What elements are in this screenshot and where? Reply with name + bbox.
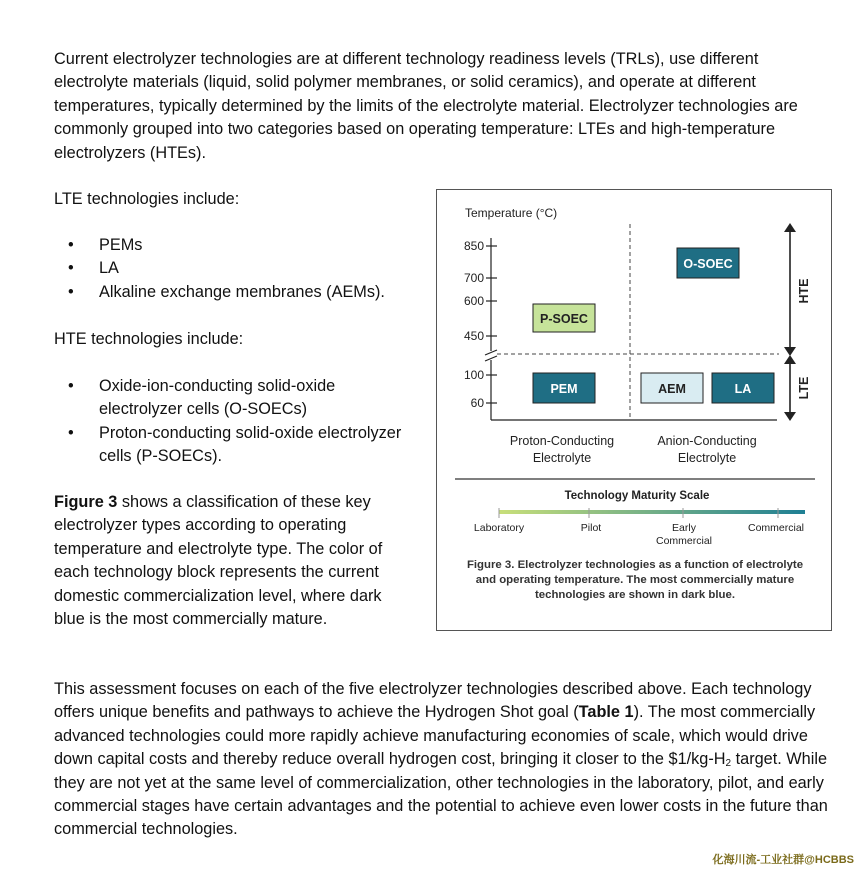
lte-arrow-head-top: [784, 355, 796, 364]
maturity-scale-title: Technology Maturity Scale: [564, 490, 710, 502]
maturity-scale-bar: [499, 510, 805, 514]
y-tick-label: 60: [470, 396, 484, 410]
hte-arrow-head-bottom: [784, 347, 796, 356]
scale-label-early-line2: Commercial: [655, 535, 713, 547]
scale-label-commercial: Commercial: [747, 522, 805, 534]
y-tick-label: 100: [463, 368, 484, 382]
list-item: [68, 422, 408, 469]
scale-label-pilot: Pilot: [580, 522, 602, 534]
list-item-text: PEMs: [99, 236, 143, 254]
la-label: LA: [734, 382, 752, 396]
hte-region-label: HTE: [797, 278, 811, 304]
lte-region-label: LTE: [797, 376, 811, 400]
scale-label-early-line1: Early: [672, 522, 696, 534]
y-tick-label: 450: [463, 329, 484, 343]
assessment-text-3: target. While they are not yet at the same level of commercialization, other technologies in the laboratory, pilot, and early commercial stages have certain advantages and the potential to achieve even lower costs in the future than commercial technologies.: [54, 750, 828, 839]
bullet: •: [68, 377, 74, 395]
assessment-text-1: This assessment focuses on each of the five electrolyzer technologies described above. Each technology offers unique benefits and pathways to achieve the Hydrogen Shot goal (: [54, 680, 812, 722]
scale-label-laboratory: Laboratory: [473, 522, 525, 534]
figure-description-text: shows a classification of these key electrolyzer types according to operating temperature and electrolyte type. The color of each technology block represents the current domestic commercialization level, where dark blue is the most commercially mature.: [54, 493, 383, 629]
list-item: [68, 257, 385, 280]
figure-reference: Figure 3: [54, 493, 118, 511]
lte-arrow-head-bottom: [784, 412, 796, 421]
assessment-text-2: ). The most commercially advanced technologies could more rapidly achieve manufacturing economies of scale, which would drive down capital costs and thereby reduce overall hydrogen cost, bringing it closer to the $1/kg-H: [54, 703, 816, 769]
lte-list: [68, 234, 385, 304]
subscript-2: 2: [725, 758, 732, 770]
hte-arrow-head-top: [784, 223, 796, 232]
bullet: •: [68, 423, 74, 442]
list-item: [68, 281, 385, 304]
x-category-proton-line1: Proton-Conducting: [509, 434, 615, 448]
y-tick-label: 600: [463, 294, 484, 308]
x-category-proton-line2: Electrolyte: [532, 451, 592, 465]
list-item-text: LA: [99, 259, 119, 278]
figure-description: [54, 491, 414, 631]
x-category-anion-line2: Electrolyte: [677, 451, 737, 465]
y-axis-title: Temperature (°C): [465, 206, 558, 220]
list-item-text: Oxide-ion-conducting solid-oxide electrolyzer cells (O-SOECs): [99, 377, 336, 419]
list-item: [68, 375, 408, 422]
bullet: •: [68, 282, 74, 301]
watermark: 化海川流-工业社群@HCBBS: [712, 854, 854, 866]
figure-caption: Figure 3. Electrolyzer technologies as a function of electrolyte and operating temperature. The most commercially mature technologies are shown in dark blue.: [466, 559, 804, 601]
psoec-label: P-SOEC: [540, 312, 588, 326]
hte-list: [68, 375, 408, 469]
pem-label: PEM: [550, 382, 578, 396]
osoec-label: O-SOEC: [683, 257, 733, 271]
list-item-text: Alkaline exchange membranes (AEMs).: [99, 282, 385, 301]
bullet: •: [68, 259, 74, 278]
bullet: •: [68, 236, 74, 254]
hte-heading: HTE technologies include:: [54, 330, 244, 348]
x-category-anion-line1: Anion-Conducting: [657, 434, 757, 448]
assessment-paragraph: [54, 678, 839, 842]
y-tick-label: 850: [463, 239, 484, 253]
aem-label: AEM: [658, 382, 686, 396]
y-tick-label: 700: [463, 271, 484, 285]
figure-3: [436, 189, 832, 631]
table-reference: Table 1: [578, 703, 634, 722]
list-item: [68, 234, 385, 257]
intro-paragraph: Current electrolyzer technologies are at different technology readiness levels (TRLs), use different electrolyte materials (liquid, solid polymer membranes, or solid ceramics), and operate at different temperatures, typically determined by the limits of the electrolyte material. Electrolyzer technologies are commonly grouped into two categories based on operating temperature: LTEs and high-temperature electrolyzers (HTEs).: [54, 50, 798, 162]
lte-heading: LTE technologies include:: [54, 190, 240, 208]
list-item-text: Proton-conducting solid-oxide electrolyzer cells (P-SOECs).: [99, 423, 402, 466]
